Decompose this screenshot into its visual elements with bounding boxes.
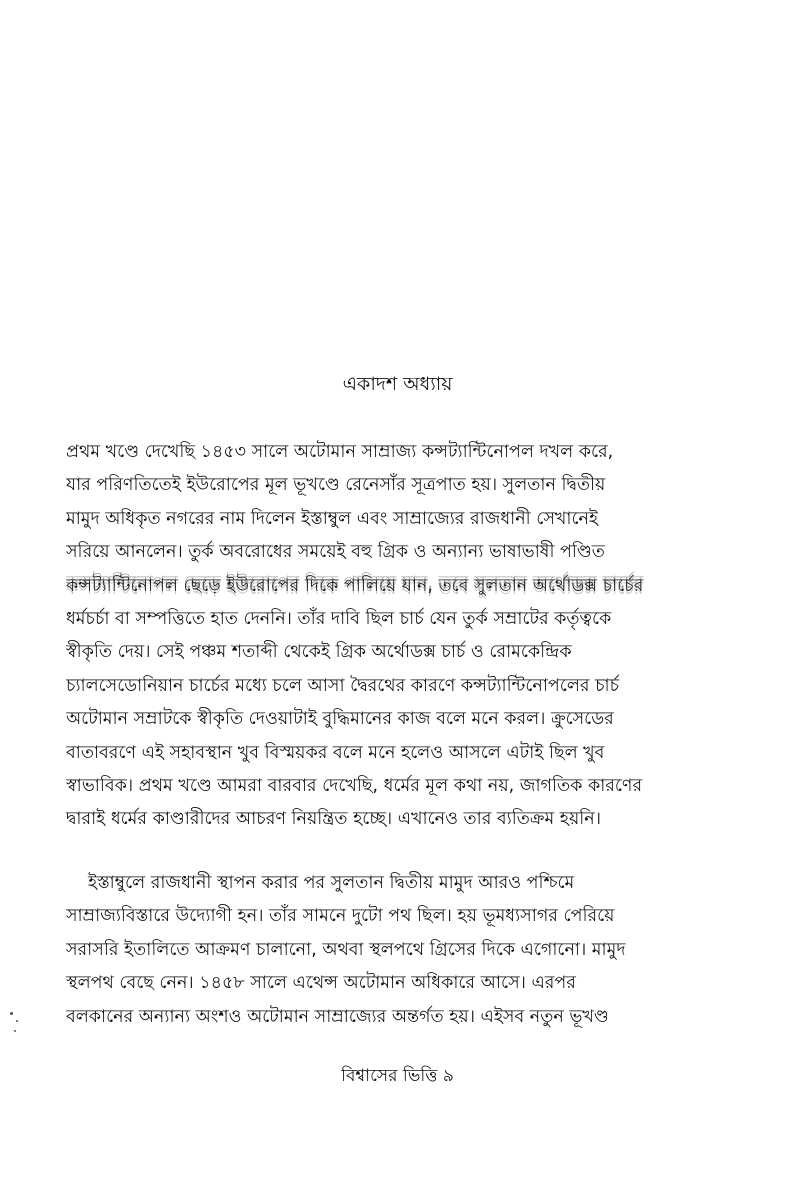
paragraph-2 <box>66 867 738 1034</box>
text-line: প্রথম খণ্ডে দেখেছি ১৪৫৩ সালে অটোমান সাম্রাজ্য কন্সট্যান্টিনোপল দখল করে, <box>66 442 614 462</box>
text-line: মামুদ অধিকৃত নগরের নাম দিলেন ইস্তাম্বুল এবং সাম্রাজ্যের রাজধানী সেখানেই <box>66 508 599 529</box>
text-line: বাতাবরণে এই সহাবস্থান খুব বিস্ময়কর বলে মনে হলেও আসলে এটাই ছিল খুব <box>66 742 605 763</box>
text-line: অটোমান সম্রাটকে স্বীকৃতি দেওয়াটাই বুদ্ধিমানের কাজ বলে মনে করল। ক্রুসেডের <box>66 709 614 730</box>
text-line: ধর্মচর্চা বা সম্পত্তিতে হাত দেননি। তাঁর দাবি ছিল চার্চ যেন তুর্ক সম্রাটের কর্তৃত্বকে <box>66 608 612 629</box>
scan-speck <box>14 1030 16 1032</box>
paragraph-1 <box>66 436 738 837</box>
text-line: চ্যালসেডোনিয়ান চার্চের মধ্যে চলে আসা দ্বৈরথের কারণে কন্সট্যান্টিনোপলের চার্চ <box>66 675 620 696</box>
text-line: সাম্রাজ্যবিস্তারে উদ্যোগী হন। তাঁর সামনে দুটো পথ ছিল। হয় ভূমধ্যসাগর পেরিয়ে <box>66 906 615 927</box>
text-line: স্থলপথ বেছে নেন। ১৪৫৮ সালে এথেন্স অটোমান অধিকারে আসে। এরপর <box>66 973 576 994</box>
text-line: দ্বারাই ধর্মের কাণ্ডারীদের আচরণ নিয়ন্ত্রিত হচ্ছে। এখানেও তার ব্যতিক্রম হয়নি। <box>66 809 601 830</box>
text-line: সরাসরি ইতালিতে আক্রমণ চালানো, অথবা স্থলপথে গ্রিসের দিকে এগোনো। মামুদ <box>66 939 626 960</box>
page-number: ৯ <box>442 1066 454 1086</box>
text-line: কন্সট্যান্টিনোপল ছেড়ে ইউরোপের দিকে পালিয়ে যান, তবে সুলতান অর্থোডক্স চার্চের <box>66 575 644 596</box>
running-title: বিশ্বাসের ভিত্তি <box>341 1066 438 1086</box>
text-line: যার পরিণতিতেই ইউরোপের মূল ভূখণ্ডে রেনেসাঁর সূত্রপাত হয়। সুলতান দ্বিতীয় <box>66 475 606 496</box>
text-line: ইস্তাম্বুলে রাজধানী স্থাপন করার পর সুলতান দ্বিতীয় মামুদ আরও পশ্চিমে <box>88 873 575 893</box>
chapter-title: একাদশ অধ্যায় <box>342 373 453 395</box>
text-line: সরিয়ে আনলেন। তুর্ক অবরোধের সময়েই বহু গ্রিক ও অন্যান্য ভাষাভাষী পণ্ডিত <box>66 542 605 563</box>
scan-speck <box>10 1012 13 1015</box>
text-line: স্বাভাবিক। প্রথম খণ্ডে আমরা বারবার দেখেছি, ধর্মের মূল কথা নয়, জাগতিক কারণের <box>66 775 643 796</box>
page-footer <box>0 1063 795 1089</box>
text-line: বলকানের অন্যান্য অংশও অটোমান সাম্রাজ্যের অন্তর্গত হয়। এইসব নতুন ভূখণ্ড <box>66 1006 609 1027</box>
scan-speck <box>16 1020 18 1022</box>
text-line: স্বীকৃতি দেয়। সেই পঞ্চম শতাব্দী থেকেই গ্রিক অর্থোডক্স চার্চ ও রোমকেন্দ্রিক <box>66 642 572 663</box>
